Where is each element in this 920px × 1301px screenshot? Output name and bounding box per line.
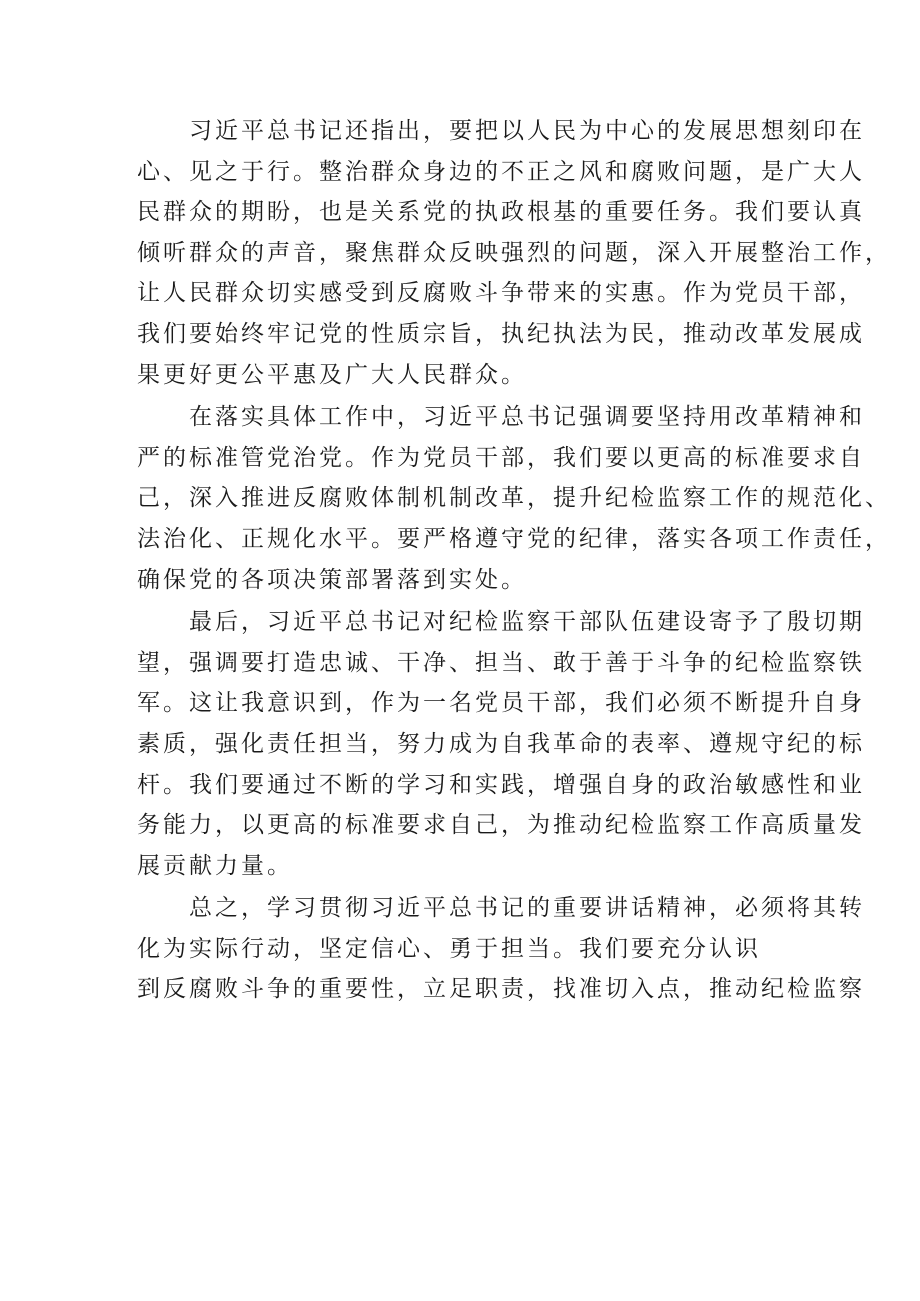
- document-page: [137, 111, 891, 1012]
- text-line: 严的标准管党治党。作为党员干部，我们要以更高的标准要求自: [137, 444, 865, 471]
- text-line: 到反腐败斗争的重要性，立足职责，找准切入点，推动纪检监察: [137, 976, 865, 1003]
- text-line: 民群众的期盼，也是关系党的执政根基的重要任务。我们要认真: [137, 199, 865, 226]
- paragraph-3: [137, 602, 865, 886]
- text-line: 让人民群众切实感受到反腐败斗争带来的实惠。作为党员干部，: [137, 280, 865, 307]
- paragraph-2: [137, 397, 891, 600]
- text-line: 化为实际行动，坚定信心、勇于担当。我们要充分认识: [137, 935, 761, 962]
- paragraph-4: [137, 888, 865, 1010]
- text-line: 我们要始终牢记党的性质宗旨，执纪执法为民，推动改革发展成: [137, 320, 865, 347]
- text-line: 确保党的各项决策部署落到实处。: [137, 566, 527, 593]
- text-line: 倾听群众的声音，聚焦群众反映强烈的问题，深入开展整治工作，: [137, 239, 891, 266]
- text-line: 习近平总书记还指出，要把以人民为中心的发展思想刻印在: [189, 118, 865, 144]
- text-line: 己，深入推进反腐败体制机制改革，提升纪检监察工作的规范化、: [137, 485, 891, 512]
- text-line: 素质，强化责任担当，努力成为自我革命的表率、遵规守纪的标: [137, 730, 865, 757]
- text-line: 在落实具体工作中，习近平总书记强调要坚持用改革精神和: [189, 404, 865, 431]
- text-line: 望，强调要打造忠诚、干净、担当、敢于善于斗争的纪检监察铁: [137, 649, 865, 676]
- text-line: 杆。我们要通过不断的学习和实践，增强自身的政治敏感性和业: [137, 771, 865, 798]
- text-line: 展贡献力量。: [137, 852, 293, 879]
- text-line: 果更好更公平惠及广大人民群众。: [137, 361, 527, 388]
- text-line: 法治化、正规化水平。要严格遵守党的纪律，落实各项工作责任，: [137, 525, 891, 552]
- text-line: 心、见之于行。整治群众身边的不正之风和腐败问题，是广大人: [137, 158, 865, 185]
- text-line: 军。这让我意识到，作为一名党员干部，我们必须不断提升自身: [137, 690, 865, 717]
- text-line: 总之，学习贯彻习近平总书记的重要讲话精神，必须将其转: [189, 895, 865, 922]
- text-line: 务能力，以更高的标准要求自己，为推动纪检监察工作高质量发: [137, 812, 865, 839]
- text-line: 最后，习近平总书记对纪检监察干部队伍建设寄予了殷切期: [189, 609, 865, 636]
- paragraph-1: [137, 111, 891, 395]
